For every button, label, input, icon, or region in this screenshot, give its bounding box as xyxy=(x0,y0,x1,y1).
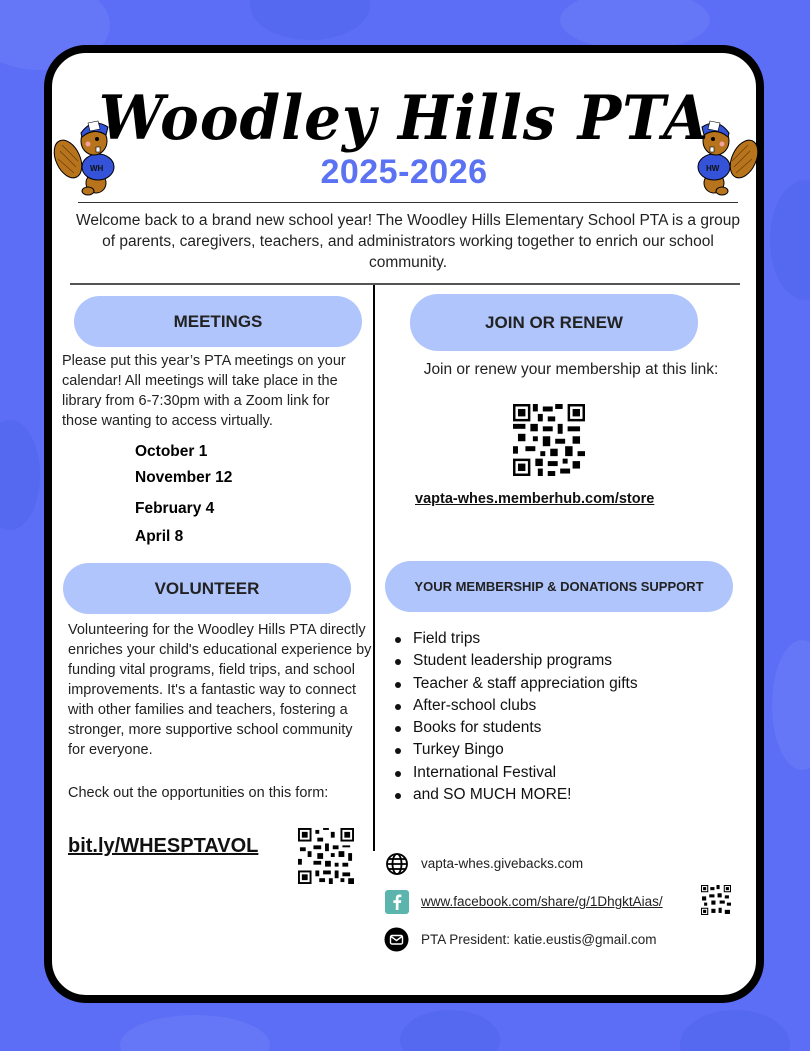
background-spot xyxy=(680,1010,790,1051)
intro-text: Welcome back to a brand new school year! The Woodley Hills Elementary School PTA is a group of parents, caregivers, teachers, and administrators working together to enrich our school community. xyxy=(76,212,740,271)
volunteer-form-link[interactable]: bit.ly/WHESPTAVOL xyxy=(68,835,259,857)
volunteer-qr-code-icon xyxy=(298,828,354,884)
globe-icon xyxy=(384,851,409,876)
background-spot xyxy=(560,0,710,50)
list-item: Books for students xyxy=(392,717,638,739)
list-item: Teacher & staff appreciation gifts xyxy=(392,673,638,695)
join-heading: JOIN OR RENEW xyxy=(410,294,698,351)
divider xyxy=(78,202,738,203)
svg-text:WH: WH xyxy=(90,164,104,173)
mail-icon xyxy=(384,927,409,952)
background-spot xyxy=(770,180,810,300)
email-text[interactable]: PTA President: katie.eustis@gmail.com xyxy=(421,932,657,947)
meeting-date: November 12 xyxy=(135,469,233,486)
list-item: Field trips xyxy=(392,628,638,650)
list-item: International Festival xyxy=(392,762,638,784)
email-contact xyxy=(384,927,657,952)
list-item: After-school clubs xyxy=(392,695,638,717)
background-spot xyxy=(400,1010,500,1051)
background-spot xyxy=(120,1015,270,1051)
meeting-date: February 4 xyxy=(135,500,215,517)
meeting-date: April 8 xyxy=(135,528,184,545)
support-list xyxy=(392,628,638,806)
school-year: 2025-2026 xyxy=(320,153,488,191)
volunteer-cta: Check out the opportunities on this form: xyxy=(68,785,329,801)
background-spot xyxy=(250,0,370,40)
website-link[interactable]: vapta-whes.givebacks.com xyxy=(421,856,584,871)
svg-text:HW: HW xyxy=(706,164,720,173)
background-spot xyxy=(772,640,810,770)
facebook-link[interactable]: www.facebook.com/share/g/1DhgktAias/ xyxy=(421,894,663,909)
list-item: and SO MUCH MORE! xyxy=(392,784,638,806)
list-item: Turkey Bingo xyxy=(392,739,638,761)
meetings-text: Please put this year’s PTA meetings on your calendar! All meetings will take place in the library from 6-7:30pm with a Zoom link for those wanting to access virtually. xyxy=(62,353,346,429)
join-text: Join or renew your membership at this link: xyxy=(423,361,719,378)
divider xyxy=(70,283,740,285)
facebook-contact xyxy=(384,889,663,914)
volunteer-text: Volunteering for the Woodley Hills PTA directly enriches your child's educational experience by funding vital programs, field trips, and school improvements. It's a fantastic way to connect with other families and teachers, fostering a stronger, more supportive school community for everyone. xyxy=(68,622,372,758)
background-spot xyxy=(0,420,40,530)
website-contact xyxy=(384,851,583,876)
support-heading: YOUR MEMBERSHIP & DONATIONS SUPPORT xyxy=(385,561,733,612)
meeting-date: October 1 xyxy=(135,443,208,460)
volunteer-heading: VOLUNTEER xyxy=(63,563,351,614)
page-title: Woodley Hills PTA xyxy=(98,82,710,154)
list-item: Student leadership programs xyxy=(392,650,638,672)
membership-link[interactable]: vapta-whes.memberhub.com/store xyxy=(415,491,655,507)
meetings-heading: MEETINGS xyxy=(74,296,362,347)
membership-qr-code-icon xyxy=(513,404,585,476)
flyer-card xyxy=(44,45,764,1003)
facebook-icon xyxy=(384,889,409,914)
facebook-qr-code-icon xyxy=(701,885,731,915)
column-divider xyxy=(373,285,375,851)
